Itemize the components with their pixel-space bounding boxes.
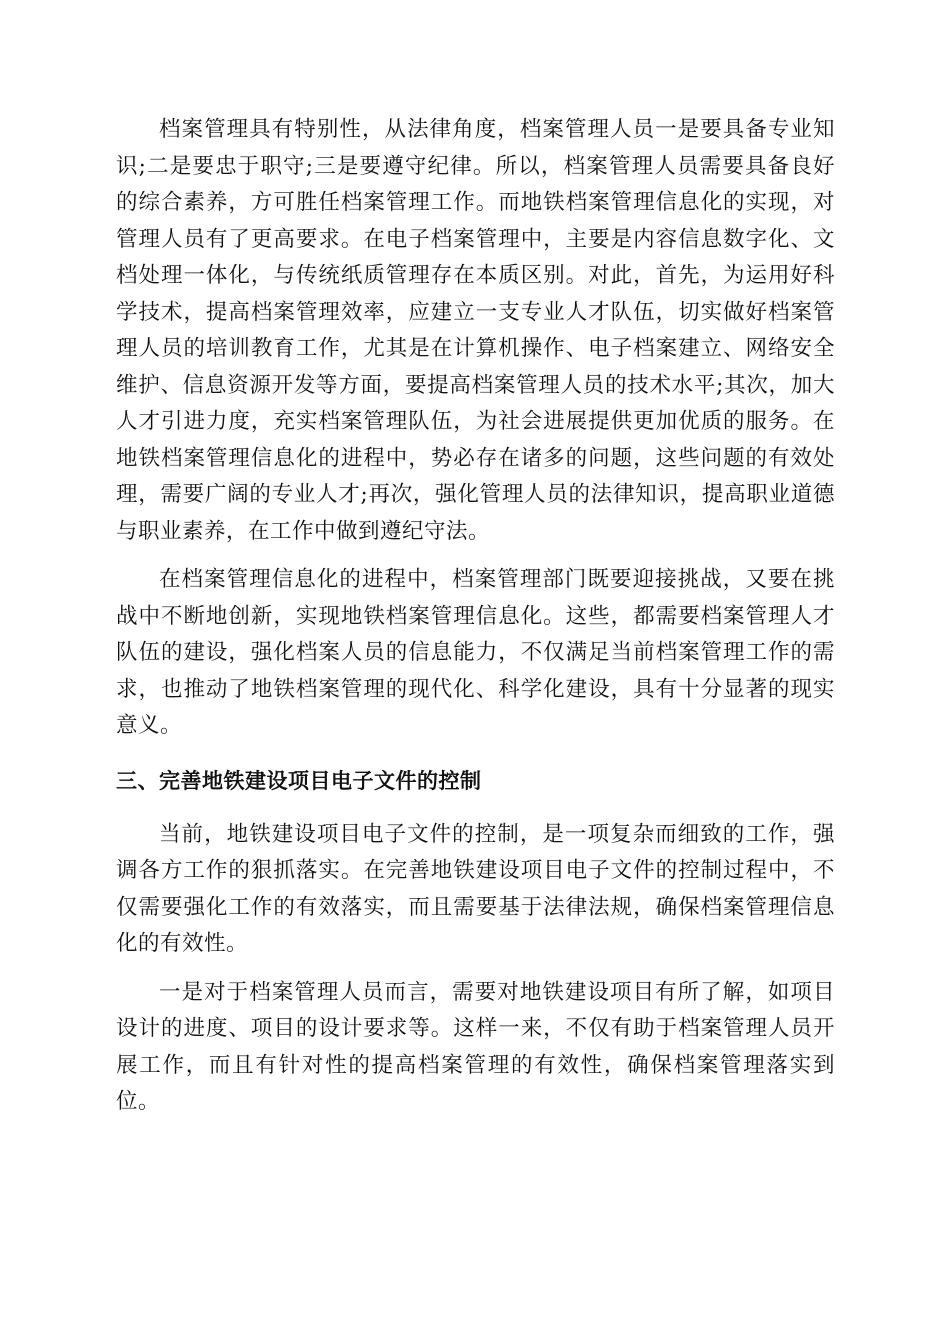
body-paragraph: 在档案管理信息化的进程中，档案管理部门既要迎接挑战，又要在挑战中不断地创新，实现地铁档案管理信息化。这些，都需要档案管理人才队伍的建设，强化档案人员的信息能力，不仅满足当前档案管理工作的需求，也推动了地铁档案管理的现代化、科学化建设，具有十分显著的现实意义。 (116, 567, 835, 738)
body-paragraph: 档案管理具有特别性，从法律角度，档案管理人员一是要具备专业知识;二是要忠于职守;三是要遵守纪律。所以，档案管理人员需要具备良好的综合素养，方可胜任档案管理工作。而地铁档案管理信息化的实现，对管理人员有了更高要求。在电子档案管理中，主要是内容信息数字化、文档处理一体化，与传统纸质管理存在本质区别。对此，首先，为运用好科学技术，提高档案管理效率，应建立一支专业人才队伍，切实做好档案管理人员的培训教育工作，尤其是在计算机操作、电子档案建立、网络安全维护、信息资源开发等方面，要提高档案管理人员的技术水平;其次，加大人才引进力度，充实档案管理队伍，为社会进展提供更加优质的服务。在地铁档案管理信息化的进程中，势必存在诸多的问题，这些问题的有效处理，需要广阔的专业人才;再次，强化管理人员的法律知识，提高职业道德与职业素养，在工作中做到遵纪守法。 (116, 117, 835, 544)
document-page (116, 112, 835, 1121)
section-heading: 三、完善地铁建设项目电子文件的控制 (116, 768, 482, 793)
section-paragraph: 一是对于档案管理人员而言，需要对地铁建设项目有所了解，如项目设计的进度、项目的设计要求等。这样一来，不仅有助于档案管理人员开展工作，而且有针对性的提高档案管理的有效性，确保档案管理落实到位。 (116, 979, 835, 1114)
section-paragraph: 当前，地铁建设项目电子文件的控制，是一项复杂而细致的工作，强调各方工作的狠抓落实。在完善地铁建设项目电子文件的控制过程中，不仅需要强化工作的有效落实，而且需要基于法律法规，确保档案管理信息化的有效性。 (116, 821, 835, 956)
